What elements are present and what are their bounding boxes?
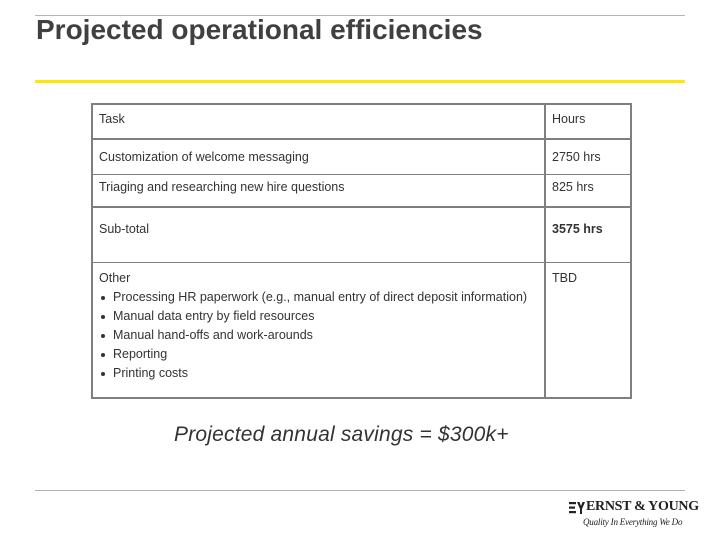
subtotal-row: [92, 207, 631, 263]
other-label: Other: [99, 271, 131, 285]
slide-title: Projected operational efficiencies: [36, 14, 483, 45]
list-item: Processing HR paperwork (e.g., manual entry of direct deposit information): [99, 288, 537, 307]
ernst-young-mark-icon: [569, 501, 585, 515]
logo-tagline: Quality In Everything We Do: [583, 517, 683, 527]
table-row: [92, 139, 631, 175]
other-row: [92, 263, 631, 399]
accent-rule: [35, 80, 685, 83]
list-item: Reporting: [99, 345, 537, 364]
hours-cell: 825 hrs: [545, 175, 631, 208]
other-bullet-list: [99, 288, 537, 383]
logo-wordmark: ERNST & YOUNG: [586, 499, 699, 514]
header-hours: Hours: [545, 104, 631, 139]
efficiencies-table: [91, 103, 632, 399]
subtotal-label: Sub-total: [92, 207, 545, 263]
subtotal-hours: 3575 hrs: [545, 207, 631, 263]
task-cell: Triaging and researching new hire questions: [92, 175, 545, 208]
hours-cell: 2750 hrs: [545, 139, 631, 175]
table-row: [92, 175, 631, 208]
table-header-row: [92, 104, 631, 139]
list-item: Manual hand-offs and work-arounds: [99, 326, 537, 345]
other-task-cell: [92, 263, 545, 399]
header-task: Task: [92, 104, 545, 139]
list-item: Manual data entry by field resources: [99, 307, 537, 326]
ernst-young-logo: [569, 499, 699, 531]
savings-statement: Projected annual savings = $300k+: [174, 423, 509, 446]
list-item: Printing costs: [99, 364, 537, 383]
task-cell: Customization of welcome messaging: [92, 139, 545, 175]
bottom-divider: [35, 490, 685, 491]
other-hours: TBD: [545, 263, 631, 399]
